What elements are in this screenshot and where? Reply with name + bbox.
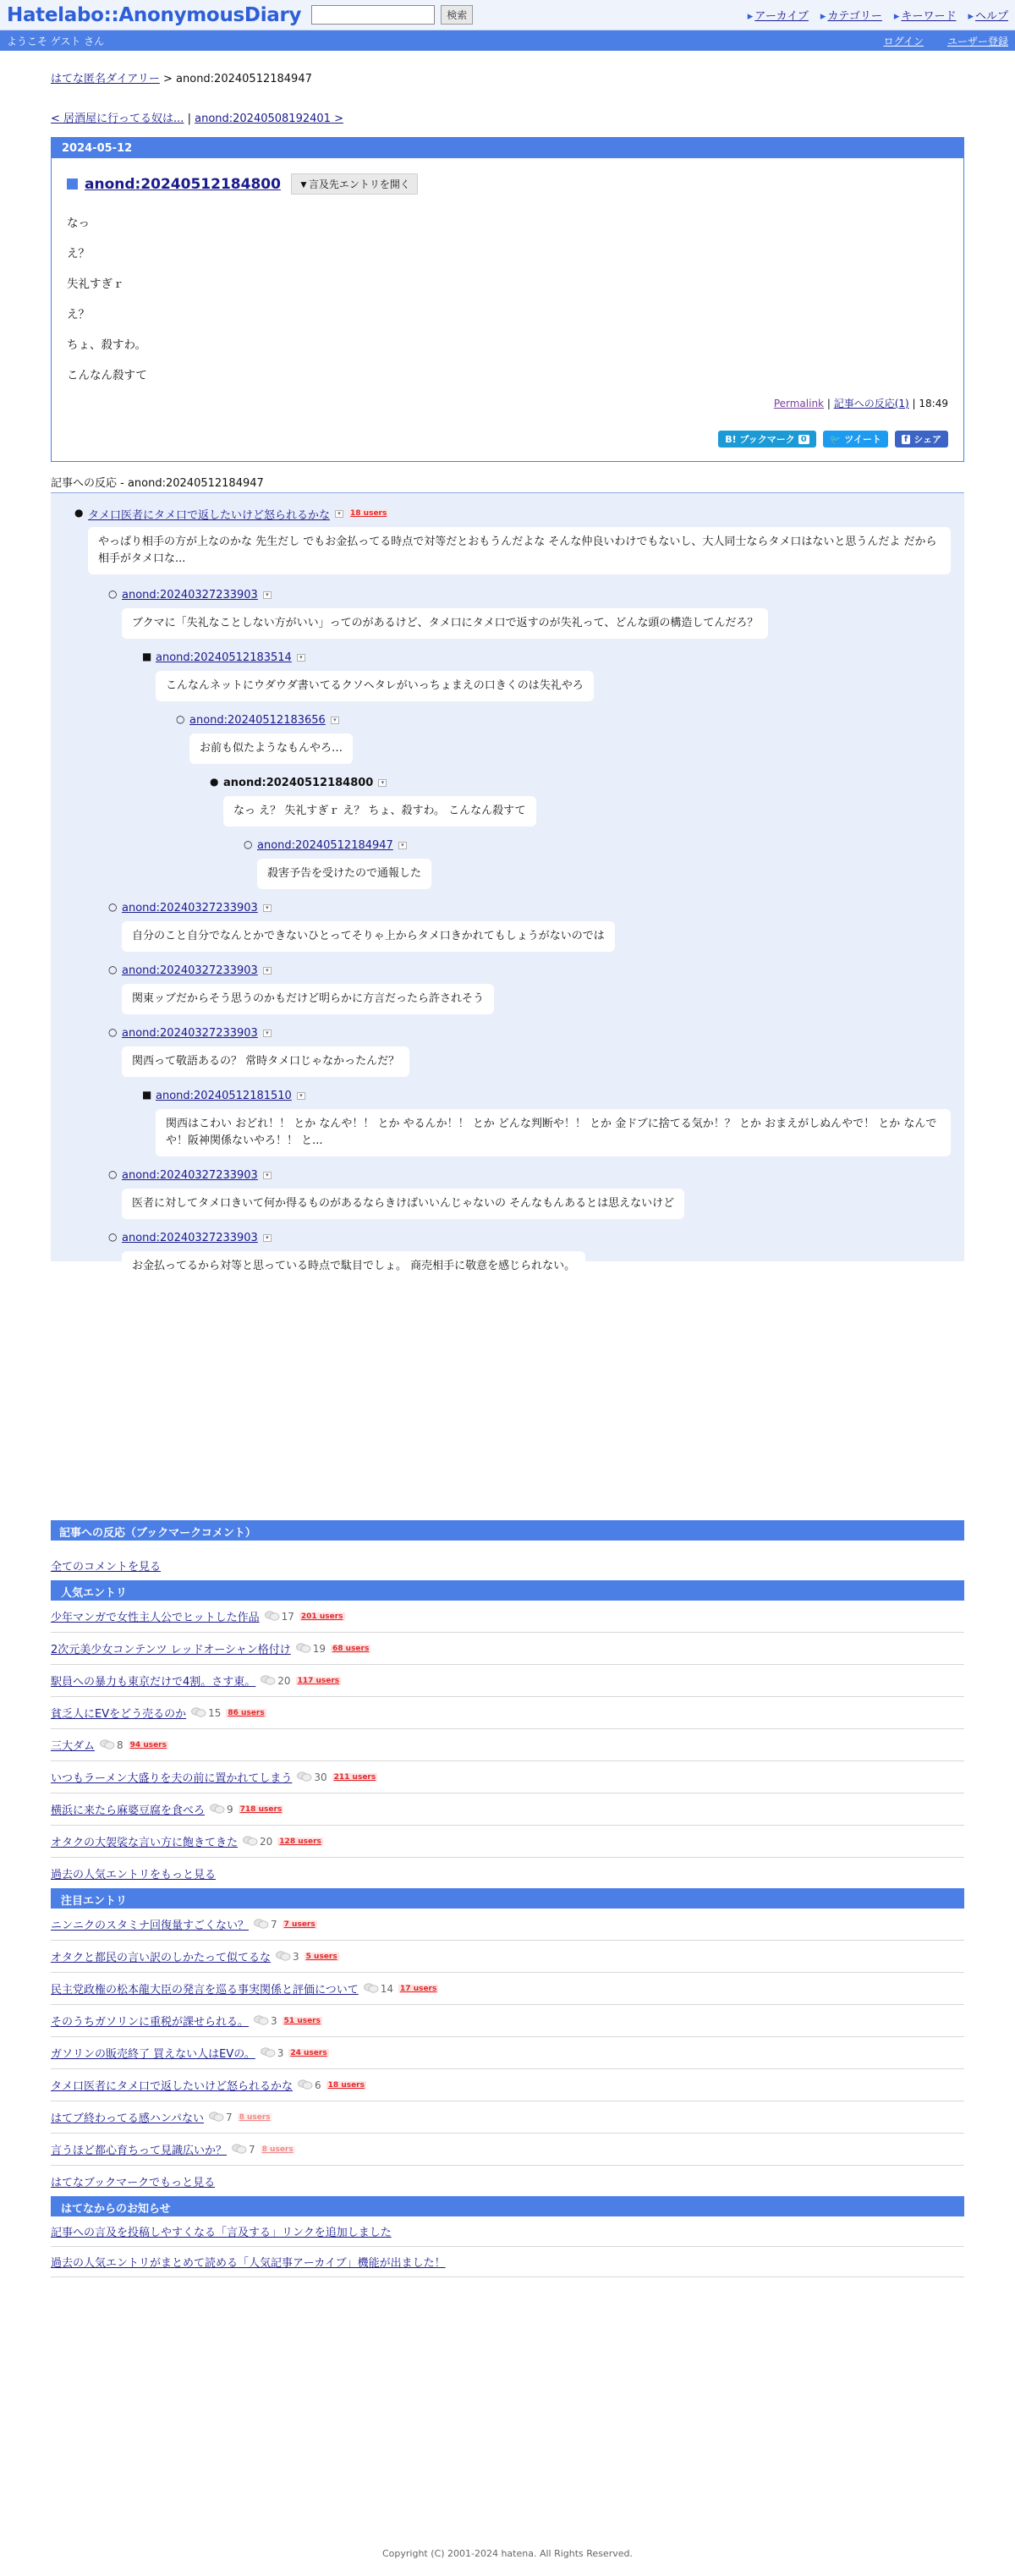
entry-title[interactable]: anond:20240512184800: [85, 175, 281, 193]
comment-count[interactable]: [265, 1611, 294, 1623]
users-badge[interactable]: 201 users: [300, 1612, 343, 1621]
comment-count[interactable]: [297, 1771, 326, 1783]
reaction-excerpt: ブクマに「失礼なことしない方がいい」ってのがあるけど、タメ口にタメ口で返すのが失礼って、どんな頭の構造してんだろ？: [122, 608, 768, 639]
popular-heading: 人気エントリ: [51, 1580, 964, 1601]
popular-item: [51, 1826, 964, 1858]
expand-toggle-icon[interactable]: ▾: [263, 904, 272, 912]
entry-line: え？: [67, 247, 90, 261]
reactions-heading: 記事への反応 - anond:20240512184947: [51, 474, 964, 493]
nav-help[interactable]: ▸ ヘルプ: [968, 7, 1008, 23]
share-buttons: [67, 431, 948, 448]
popular-item: [51, 1697, 964, 1729]
notable-list: [51, 1909, 964, 2166]
popular-title-link[interactable]: 貧乏人にEVをどう売るのか: [51, 1708, 187, 1721]
welcome-text: ようこそ ゲスト さん: [7, 35, 105, 47]
comment-count-value: 7: [225, 2111, 233, 2123]
tree-node-root: [74, 505, 964, 574]
reactions-tree: [51, 493, 964, 1272]
bullet-icon: ○: [108, 588, 118, 600]
comment-count[interactable]: [261, 1675, 290, 1687]
bookmark-comments-heading: 記事への反応（ブックマークコメント）: [51, 1520, 964, 1541]
day-date: 2024-05-12: [52, 138, 963, 158]
tree-node-current: [210, 774, 964, 827]
reaction-excerpt: 自分のこと自分でなんとかできないひとってそりゃ上からタメ口きかれてもしょうがないのでは: [122, 921, 615, 952]
bullet-icon: ○: [176, 713, 185, 725]
notable-item: [51, 1973, 964, 2005]
comment-icon: [296, 1643, 311, 1654]
reaction-title[interactable]: anond:20240327233903: [122, 964, 258, 977]
comment-count-value: 7: [271, 1918, 277, 1931]
popular-item: [51, 1793, 964, 1826]
users-badge[interactable]: 18 users: [350, 509, 387, 518]
all-comments-link[interactable]: 全てのコメントを見る: [51, 1561, 162, 1574]
bullet-icon: ■: [142, 651, 152, 662]
entry-footer: Permalink | 記事への反応(1) | 18:49: [773, 398, 948, 409]
title-marker-icon: [67, 179, 78, 189]
bullet-icon: ○: [108, 1168, 118, 1180]
popular-item: [51, 1665, 964, 1697]
reaction-excerpt: こんなんネットにウダウダ書いてるクソヘタレがいっちょまえの口きくのは失礼やろ: [156, 671, 594, 701]
comment-icon: [232, 2144, 247, 2155]
users-badge[interactable]: 17 users: [400, 1984, 437, 1993]
comment-count[interactable]: [254, 1919, 277, 1931]
tree-node: [108, 899, 964, 952]
notice-link[interactable]: 過去の人気エントリがまとめて読める「人気記事アーカイブ」機能が出ました！: [51, 2257, 446, 2270]
popular-item: [51, 1601, 964, 1633]
notable-item: [51, 2134, 964, 2166]
expand-toggle-icon[interactable]: ▾: [263, 1172, 272, 1179]
reaction-excerpt: 医者に対してタメ口きいて何か得るものがあるならきけばいいんじゃないの そんなもんあるとは思えないけど: [122, 1189, 684, 1219]
comment-count[interactable]: [191, 1707, 221, 1719]
notable-title-link[interactable]: 民主党政権の松本龍大臣の発言を巡る事実関係と評価について: [51, 1984, 359, 1997]
bullet-icon: ○: [108, 1026, 118, 1038]
tree-node: [108, 962, 964, 1014]
notices-list: [51, 2216, 964, 2277]
notable-more-link[interactable]: はてなブックマークでもっと見る: [51, 2176, 216, 2189]
reaction-excerpt: お金払ってるから対等と思っている時点で駄目でしょ。 商売相手に敬意を感じられない。: [122, 1251, 585, 1282]
notices-section: [51, 2196, 964, 2277]
comment-count[interactable]: [232, 2144, 255, 2156]
users-badge[interactable]: 51 users: [283, 2016, 321, 2025]
notable-heading: 注目エントリ: [51, 1888, 964, 1909]
notable-title-link[interactable]: 言うほど都心育ちって見識広いか？: [51, 2145, 228, 2157]
login-link[interactable]: ログイン: [883, 35, 924, 47]
reaction-title[interactable]: anond:20240327233903: [122, 1026, 258, 1040]
notice-link[interactable]: 記事への言及を投稿しやすくなる「言及する」リンクを追加しました: [51, 2227, 392, 2239]
users-badge[interactable]: 718 users: [239, 1804, 283, 1814]
reaction-excerpt: 殺害予告を受けたので通報した: [257, 859, 431, 889]
copyright: Copyright (C) 2001-2024 hatena. All Rights Reserved.: [382, 2548, 633, 2559]
bullet-icon: ○: [108, 901, 118, 913]
breadcrumb: [51, 69, 964, 85]
tree-node: [108, 1024, 964, 1077]
comment-count-value: 20: [260, 1835, 273, 1848]
users-badge[interactable]: 5 users: [305, 1952, 337, 1961]
bullet-icon: ■: [142, 1089, 152, 1101]
reaction-excerpt: なっ え？ 失礼すぎｒ え？ ちょ、殺すわ。 こんなん殺すて: [223, 796, 536, 827]
prev-entry-link[interactable]: < 居酒屋に行ってる奴は...: [51, 113, 184, 125]
notable-title-link[interactable]: ガソリンの販売終了 買えない人はEVの。: [51, 2048, 255, 2061]
popular-title-link[interactable]: いつもラーメン大盛りを夫の前に置かれてしまう: [51, 1772, 293, 1785]
comment-icon: [298, 2079, 313, 2090]
bullet-icon: ○: [108, 964, 118, 975]
notable-item: [51, 2069, 964, 2101]
entry-line: こんなん殺すて: [67, 369, 147, 382]
expand-toggle-icon[interactable]: ▾: [297, 654, 305, 662]
users-badge[interactable]: 94 users: [129, 1740, 167, 1749]
reaction-title[interactable]: anond:20240327233903: [122, 1231, 258, 1244]
expand-toggle-icon[interactable]: ▾: [398, 842, 407, 849]
popular-section: [51, 1580, 964, 1888]
popular-title-link[interactable]: 三大ダム: [51, 1740, 96, 1753]
notable-title-link[interactable]: そのうちガソリンに重税が課せられる。: [51, 2016, 250, 2029]
reaction-title[interactable]: anond:20240327233903: [122, 901, 258, 915]
comment-count-value: 9: [227, 1803, 233, 1815]
nav-category[interactable]: ▸ カテゴリー: [820, 7, 882, 23]
breadcrumb-root[interactable]: はてな匿名ダイアリー: [51, 73, 160, 85]
main-content: [51, 69, 964, 2277]
expand-toggle-icon[interactable]: ▾: [378, 779, 387, 787]
entry-body: [67, 213, 948, 382]
entry-line: え？: [67, 308, 90, 321]
comment-count-value: 3: [293, 1950, 299, 1963]
entry-line: ちょ、殺すわ。: [67, 338, 146, 352]
nav-archive[interactable]: ▸ アーカイブ: [748, 7, 809, 23]
notices-heading: はてなからのお知らせ: [51, 2196, 964, 2216]
expand-toggle-icon[interactable]: ▾: [263, 1030, 272, 1037]
next-entry-link[interactable]: anond:20240508192401 >: [195, 113, 343, 125]
popular-title-link[interactable]: 2次元美少女コンテンツ レッドオーシャン格付け: [51, 1644, 291, 1656]
facebook-icon: f: [902, 435, 910, 444]
comment-icon: [254, 2015, 269, 2026]
notable-item: [51, 2005, 964, 2037]
comment-count[interactable]: [209, 2112, 233, 2123]
pager: [51, 109, 964, 125]
comment-count[interactable]: [210, 1804, 233, 1815]
users-badge[interactable]: 211 users: [333, 1772, 376, 1782]
tweet-button[interactable]: [823, 431, 888, 448]
comment-count-value: 20: [277, 1674, 291, 1687]
global-nav: [748, 7, 1008, 23]
popular-item: [51, 1729, 964, 1761]
popular-more-link[interactable]: 過去の人気エントリをもっと見る: [51, 1868, 217, 1881]
notable-title-link[interactable]: オタクと都民の言い訳のしかたって似てるな: [51, 1952, 272, 1964]
popular-title-link[interactable]: 横浜に来たら麻婆豆腐を食べろ: [51, 1804, 206, 1817]
diary-day: [51, 137, 964, 462]
comment-icon: [209, 2112, 224, 2123]
notable-title-link[interactable]: はてブ終わってる感ハンパない: [51, 2112, 204, 2125]
users-badge[interactable]: 24 users: [290, 2048, 327, 2057]
comment-count-value: 6: [315, 2079, 321, 2091]
reaction-excerpt: 関東ッブだからそう思うのかもだけど明らかに方言だったら許されそう: [122, 984, 494, 1014]
expand-toggle-icon[interactable]: ▾: [335, 510, 343, 518]
tree-node: [142, 1087, 964, 1156]
bookmark-comments-section: [51, 1520, 964, 1574]
popular-item: [51, 1633, 964, 1665]
comment-icon: [265, 1611, 280, 1622]
expand-toggle-icon[interactable]: ▾: [297, 1092, 305, 1100]
comment-icon: [191, 1707, 206, 1718]
hatena-bookmark-button[interactable]: [718, 431, 815, 448]
comment-icon: [261, 1675, 276, 1686]
expand-toggle-icon[interactable]: ▾: [263, 967, 272, 975]
reaction-title[interactable]: anond:20240512183656: [189, 713, 326, 727]
comment-count[interactable]: [243, 1836, 272, 1848]
reaction-title[interactable]: anond:20240512183514: [156, 651, 292, 664]
entry-line: なっ: [67, 217, 90, 230]
entry-time: 18:49: [919, 398, 948, 409]
popular-title-link[interactable]: 駅員への暴力も東京だけで4割。さす東。: [51, 1676, 256, 1689]
reaction-excerpt: やっぱり相手の方が上なのかな 先生だし でもお金払ってる時点で対等だとおもうんだよな そんな仲良いわけでもないし、大人同士ならタメ口はないと思うんだよ だから相手がタメ口な...: [88, 527, 951, 574]
comment-icon: [297, 1771, 312, 1782]
notable-title-link[interactable]: ニンニクのスタミナ回復量すごくない？: [51, 1920, 250, 1932]
users-badge[interactable]: 7 users: [283, 1920, 315, 1929]
notable-item: [51, 2101, 964, 2134]
comment-count-value: 30: [314, 1771, 327, 1783]
user-bar: [0, 30, 1015, 51]
reaction-excerpt: 関西って敬語あるの？ 常時タメ口じゃなかったんだ？: [122, 1046, 409, 1077]
tree-node: [108, 586, 964, 639]
users-badge[interactable]: 68 users: [332, 1644, 370, 1653]
comment-count[interactable]: [364, 1983, 393, 1995]
bullet-icon: ○: [244, 838, 253, 850]
register-link[interactable]: ユーザー登録: [946, 35, 1008, 47]
bullet-icon: ●: [74, 507, 84, 519]
search-input[interactable]: [311, 5, 435, 25]
search-button[interactable]: 検索: [441, 5, 473, 25]
comment-count[interactable]: [100, 1739, 123, 1751]
comment-icon: [243, 1836, 258, 1847]
comment-icon: [261, 2047, 276, 2058]
comment-count-value: 19: [312, 1642, 326, 1655]
nav-keyword[interactable]: ▸ キーワード: [894, 7, 957, 23]
bookmark-count: 0: [798, 435, 809, 444]
popular-item: [51, 1761, 964, 1793]
reaction-root-title[interactable]: タメ口医者にタメ口で返したいけど怒られるかな: [88, 508, 331, 522]
comment-count[interactable]: [261, 2047, 284, 2059]
reaction-title[interactable]: anond:20240512181510: [156, 1089, 292, 1102]
popular-title-link[interactable]: 少年マンガで女性主人公でヒットした作品: [51, 1612, 260, 1624]
notable-item: [51, 1941, 964, 1973]
users-badge[interactable]: 117 users: [297, 1676, 340, 1685]
popular-title-link[interactable]: オタクの大袈裟な言い方に飽きてきた: [51, 1837, 239, 1849]
global-header: [0, 0, 1015, 30]
users-badge[interactable]: 8 users: [239, 2112, 271, 2122]
bullet-icon: ●: [210, 776, 219, 788]
bullet-icon: ○: [108, 1231, 118, 1243]
comment-icon: [254, 1919, 269, 1930]
users-badge[interactable]: 8 users: [261, 2145, 294, 2154]
comment-count-value: 3: [271, 2014, 277, 2027]
site-logo[interactable]: Hatelabo::AnonymousDiary: [7, 3, 302, 26]
reaction-excerpt: お前も似たようなもんやろ…: [189, 733, 353, 764]
comment-count[interactable]: [276, 1951, 299, 1963]
reaction-title[interactable]: anond:20240327233903: [122, 588, 258, 601]
reaction-current-title: anond:20240512184800: [223, 776, 374, 789]
notable-item: [51, 2037, 964, 2069]
notice-item: [51, 2247, 964, 2277]
comment-count-value: 17: [281, 1610, 294, 1623]
pager-separator: |: [187, 113, 191, 125]
users-badge[interactable]: 18 users: [327, 2080, 365, 2090]
bookmark-label: B! ブックマーク: [725, 434, 795, 445]
comment-count-value: 3: [277, 2046, 284, 2059]
comment-count[interactable]: [298, 2079, 321, 2091]
comment-count-value: 8: [117, 1738, 123, 1751]
tree-node: [244, 837, 964, 889]
tree-node: [108, 1167, 964, 1219]
expand-toggle-icon[interactable]: ▾: [263, 1234, 272, 1242]
bird-icon: 🐦: [829, 433, 842, 445]
comment-count-value: 7: [249, 2143, 255, 2156]
breadcrumb-separator: >: [162, 73, 173, 85]
notable-title-link[interactable]: タメ口医者にタメ口で返したいけど怒られるかな: [51, 2080, 294, 2093]
reaction-title[interactable]: anond:20240512184947: [257, 838, 393, 852]
users-badge[interactable]: 86 users: [228, 1708, 265, 1717]
notice-item: [51, 2216, 964, 2247]
comment-icon: [364, 1983, 379, 1994]
mention-toggle-button[interactable]: ▼言及先エントリを開く: [291, 173, 418, 195]
users-badge[interactable]: 128 users: [279, 1837, 321, 1846]
comment-count-value: 15: [208, 1706, 222, 1719]
breadcrumb-current: anond:20240512184947: [176, 73, 312, 85]
comment-icon: [100, 1739, 115, 1750]
tree-node: [176, 711, 964, 764]
comment-count[interactable]: [296, 1643, 326, 1655]
expand-toggle-icon[interactable]: ▾: [263, 591, 272, 599]
tree-node: [108, 1229, 964, 1282]
reaction-excerpt: 関西はこわい おどれ！！ とか なんや！！ とか やるんか！！ とか どんな判断や！！ とか 金ドブに捨てる気か！？ とか おまえがしぬんやで！ とか なんでや！阪神関係ないやろ！！ と...: [156, 1109, 951, 1156]
reactions-link[interactable]: 記事への反応(1): [833, 398, 909, 409]
expand-toggle-icon[interactable]: ▾: [331, 717, 339, 724]
tweet-label: ツイート: [844, 434, 881, 445]
comment-icon: [276, 1951, 291, 1962]
comment-count[interactable]: [254, 2015, 277, 2027]
notable-item: [51, 1909, 964, 1941]
entry-line: 失礼すぎｒ: [67, 277, 124, 291]
tree-node: [142, 649, 964, 701]
comment-count-value: 14: [380, 1982, 394, 1995]
permalink-link[interactable]: Permalink: [773, 398, 824, 409]
reaction-title[interactable]: anond:20240327233903: [122, 1168, 258, 1182]
share-label: シェア: [914, 434, 941, 445]
comment-icon: [210, 1804, 225, 1815]
facebook-share-button[interactable]: [895, 431, 948, 448]
popular-list: [51, 1601, 964, 1858]
notable-section: [51, 1888, 964, 2196]
